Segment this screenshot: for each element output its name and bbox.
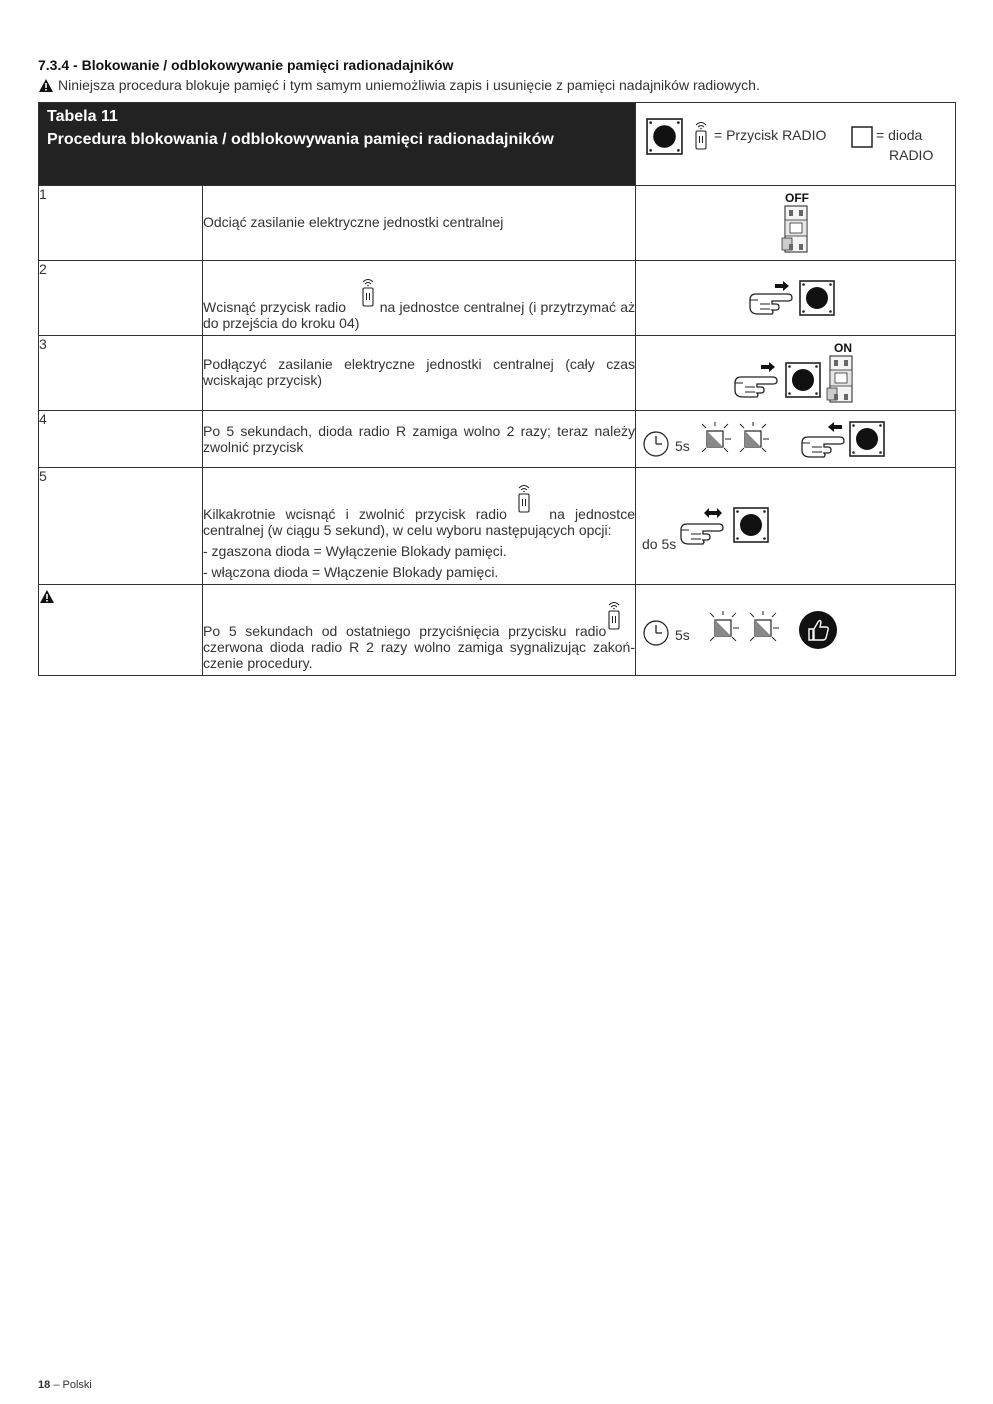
double-arrow-icon [703,507,723,519]
step-number: 5 [39,468,203,585]
led-blink-icon [746,611,782,641]
table-row [39,336,956,411]
remote-icon [606,590,622,636]
page-number: 18 [38,1379,51,1391]
table-row [39,186,956,261]
step-text: Podłączyć zasilanie elektryczne jednostki centralnej (cały czas wciskając przycisk) [203,336,636,411]
step-icons [636,411,956,468]
warning-note [38,77,760,93]
clock-icon [641,429,671,459]
remote-icon [693,110,709,156]
table-title: Tabela 11 [47,108,118,125]
remote-icon [516,473,532,519]
step-number: 4 [39,411,203,468]
hand-pointer-icon [733,373,779,399]
radio-button-icon [733,507,769,543]
off-label: OFF [785,191,809,205]
radio-button-icon [785,362,821,398]
clock-icon [641,618,671,648]
breaker-on-icon [826,354,856,404]
step-text: Po 5 sekundach, dioda radio R zamiga wolno 2 razy; teraz należy zwolnić przycisk [203,411,636,468]
radio-button-icon [646,118,683,155]
hand-pointer-icon [748,290,794,316]
step-icons [636,186,956,261]
legend-led-text: = dioda [876,127,923,143]
table-header [39,103,956,186]
table-row [39,468,956,585]
breaker-off-icon [781,204,811,254]
footer-language: – Polski [53,1379,92,1391]
arrow-right-icon [760,361,776,373]
remote-icon [360,267,376,313]
step-icons [636,468,956,585]
legend-cell [636,103,956,186]
step-text: Wcisnąć przycisk radio na jednostce centralnej (i przytrzymać aż do przejścia do kroku 04) [203,261,636,336]
step-number: 1 [39,186,203,261]
thumbs-up-icon [798,610,838,650]
on-label: ON [834,341,852,355]
led-icon [851,126,873,148]
step-text: Kilkakrotnie wcisnąć i zwolnić przycisk radio na jednostce centralnej (w ciągu 5 sekund), w celu wyboru następujących opcji: - zgaszona dioda = Wyłączenie Blokady pamięci. - włączona dioda = Włączenie Blokady pamięci. [203,468,636,585]
step-text: Odciąć zasilanie elektryczne jednostki centralnej [203,186,636,261]
radio-button-icon [849,421,885,457]
table-row [39,261,956,336]
legend-button-text: = Przycisk RADIO [714,127,827,143]
section-title: 7.3.4 - Blokowanie / odblokowywanie pamięci radionadajników [38,57,454,73]
time-label: 5s [675,627,690,643]
step-warning [39,585,203,676]
procedure-table [38,102,956,676]
table-title-cell [39,103,636,186]
table-row [39,585,956,676]
warning-text: Niniejsza procedura blokuje pamięć i tym samym uniemożliwia zapis i usunięcie z pamięci nadajników radiowych. [58,77,760,93]
step-icons [636,261,956,336]
step-icons [636,585,956,676]
warning-icon [39,589,55,604]
table-subtitle: Procedura blokowania / odblokowywania pamięci radionadajników [47,131,554,148]
step-number: 2 [39,261,203,336]
time-label: do 5s [642,536,677,552]
step-number: 3 [39,336,203,411]
led-blink-icon [736,422,772,452]
led-blink-icon [698,422,734,452]
radio-button-icon [799,280,835,316]
step-icons [636,336,956,411]
option-off: - zgaszona dioda = Wyłączenie Blokady pamięci. [203,543,507,559]
table-row [39,411,956,468]
hand-pointer-icon [800,433,846,459]
led-blink-icon [706,611,742,641]
page-footer [38,1379,92,1391]
time-label: 5s [675,438,690,454]
warning-icon [38,78,54,93]
option-on: - włączona dioda = Włączenie Blokady pamięci. [203,564,499,580]
hand-pointer-icon [679,520,725,546]
step-text: Po 5 sekundach od ostatniego przyciśnięcia przycisku radio czerwona dioda radio R 2 razy wolno zamiga sygnalizując zakoń-czenie procedury. [203,585,636,676]
arrow-left-icon [827,421,843,433]
legend-led-text-2: RADIO [889,147,934,163]
